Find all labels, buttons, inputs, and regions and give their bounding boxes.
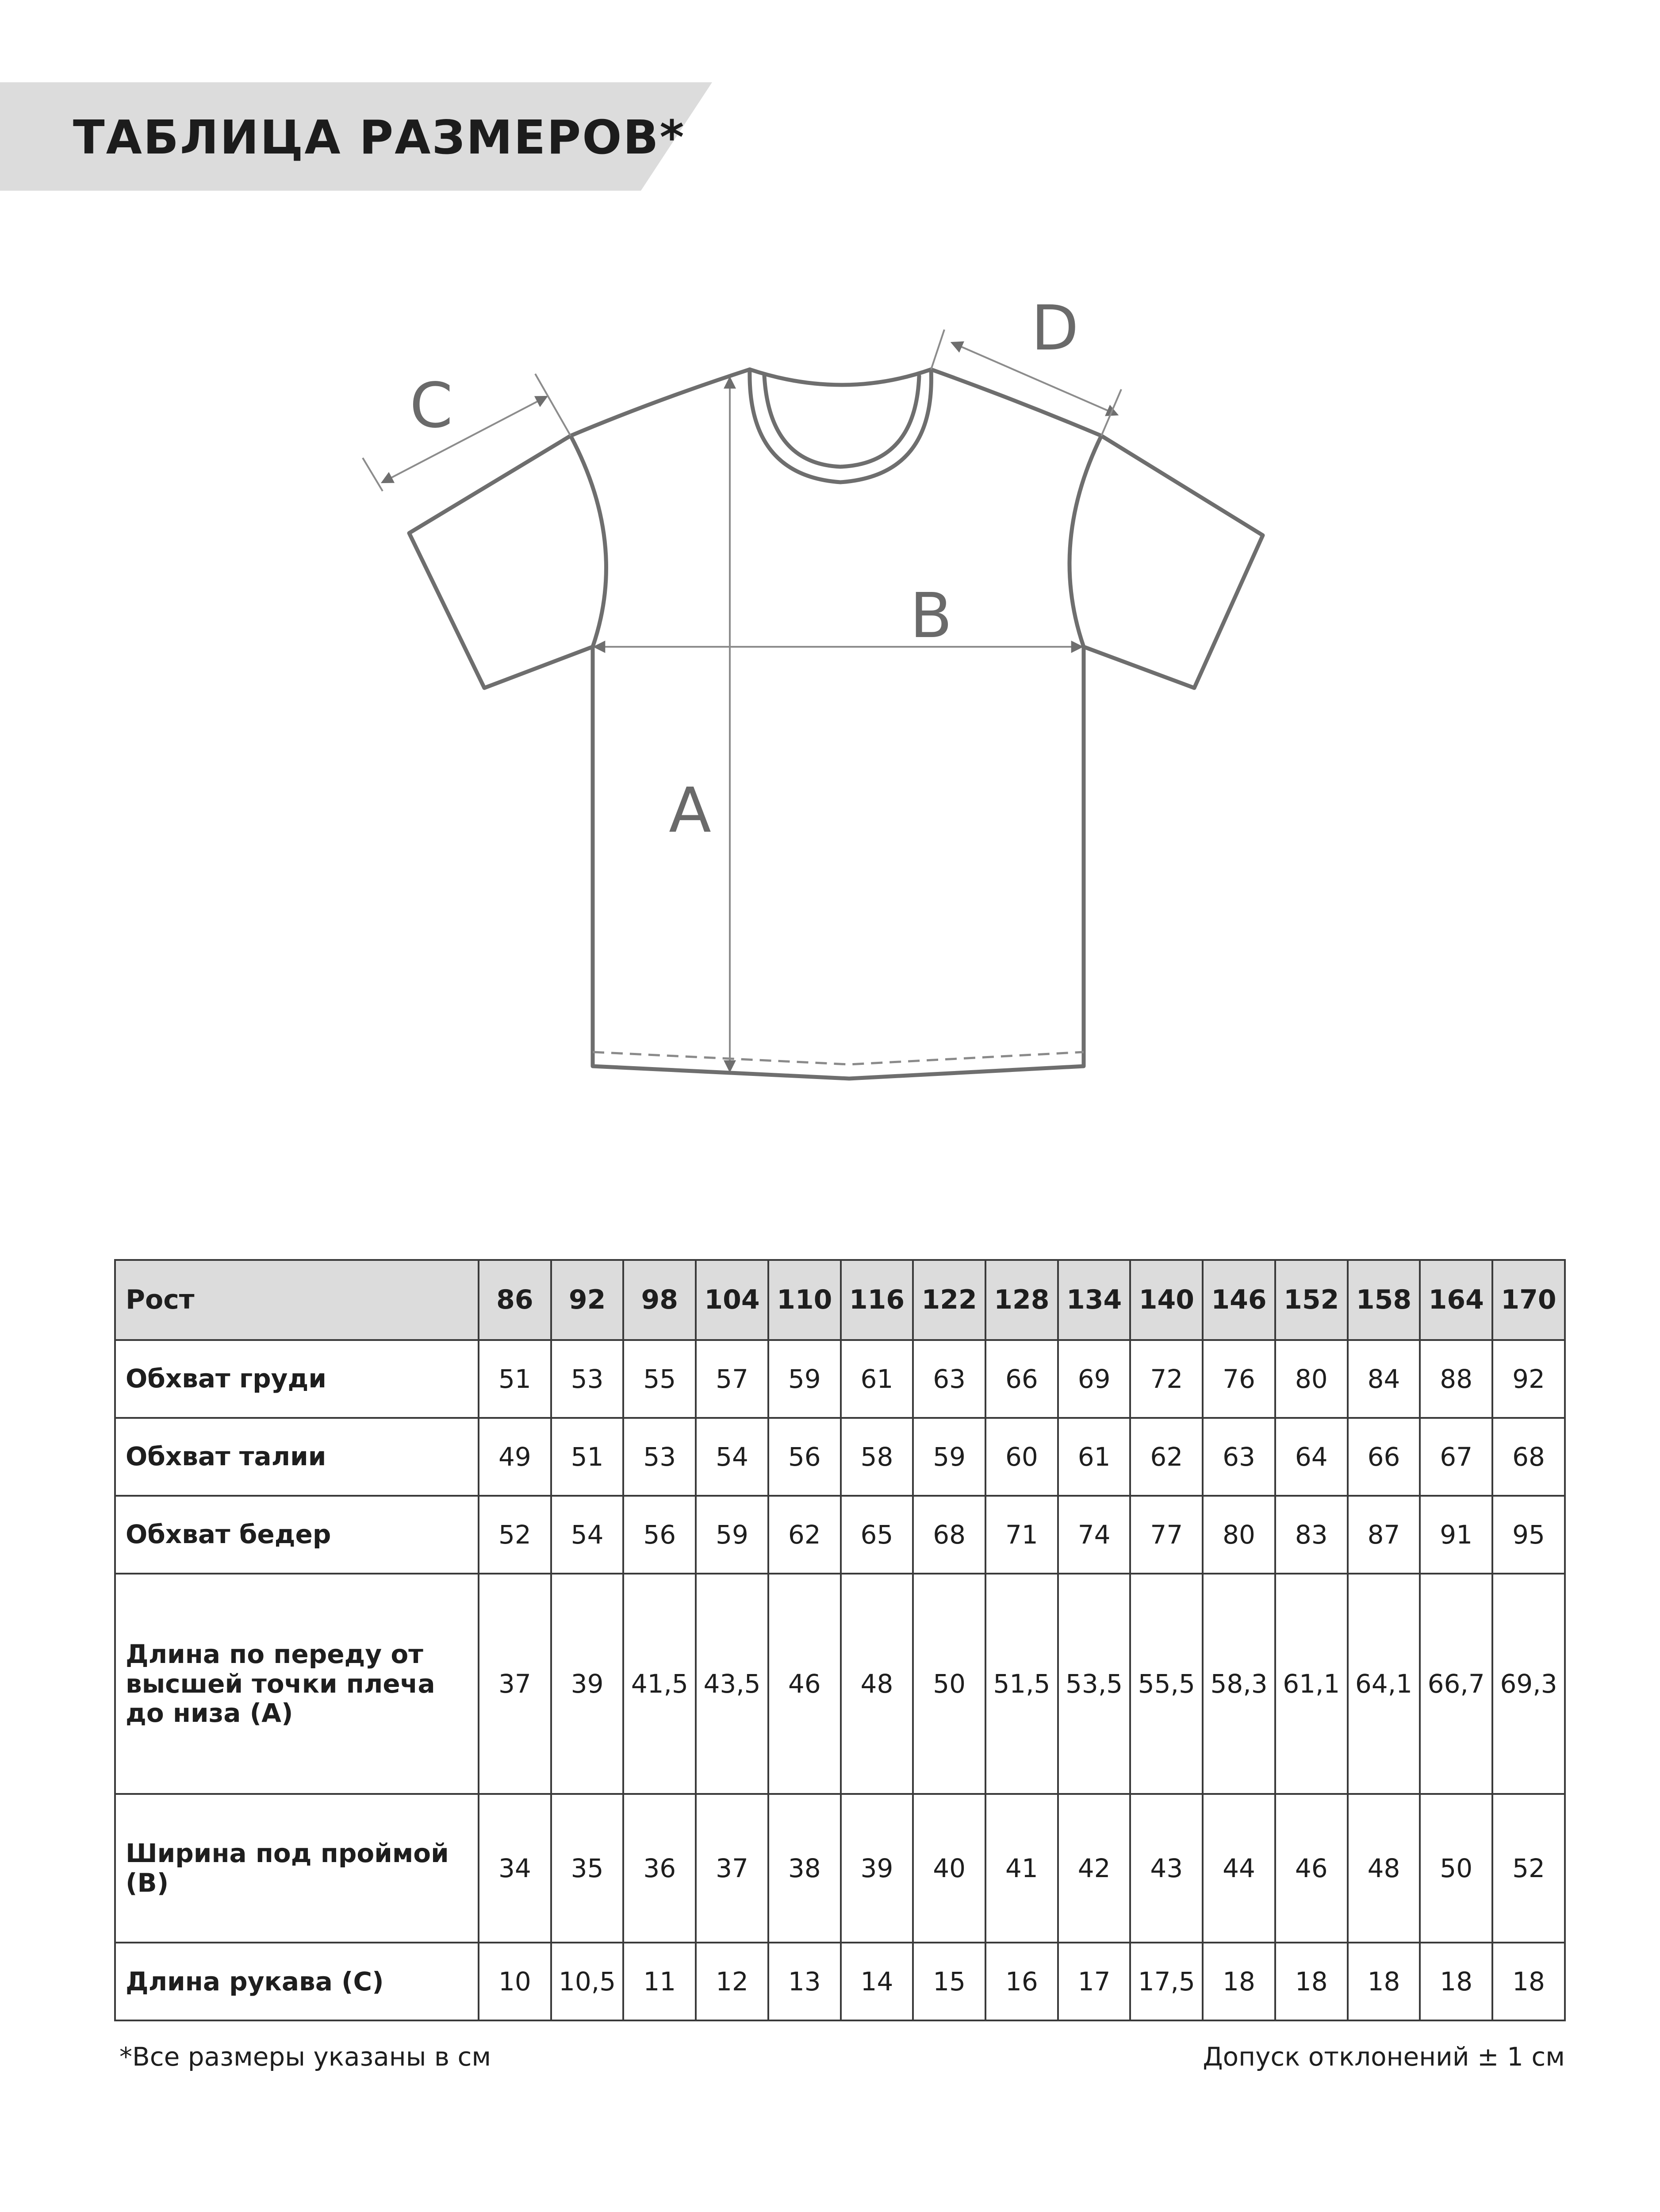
table-cell: 59: [768, 1340, 841, 1418]
table-cell: 59: [913, 1418, 985, 1496]
table-cell: 59: [696, 1496, 768, 1574]
table-cell: 37: [696, 1794, 768, 1943]
size-header-cell: 110: [768, 1260, 841, 1340]
table-row: [115, 1496, 1565, 1574]
table-cell: 71: [985, 1496, 1058, 1574]
table-cell: 13: [768, 1943, 841, 2020]
table-cell: 51: [551, 1418, 624, 1496]
size-header-cell: 140: [1130, 1260, 1203, 1340]
table-cell: 51,5: [985, 1574, 1058, 1794]
size-header-cell: 98: [623, 1260, 696, 1340]
table-cell: 16: [985, 1943, 1058, 2020]
table-cell: 57: [696, 1340, 768, 1418]
table-cell: 66,7: [1420, 1574, 1492, 1794]
table-cell: 56: [768, 1418, 841, 1496]
table-cell: 69,3: [1492, 1574, 1565, 1794]
size-header-cell: 152: [1275, 1260, 1348, 1340]
table-cell: 18: [1492, 1943, 1565, 2020]
table-cell: 49: [479, 1418, 551, 1496]
table-cell: 83: [1275, 1496, 1348, 1574]
size-header-cell: 122: [913, 1260, 985, 1340]
table-cell: 62: [1130, 1418, 1203, 1496]
table-cell: 55: [623, 1340, 696, 1418]
size-header-cell: 86: [479, 1260, 551, 1340]
row-label: Обхват груди: [115, 1340, 479, 1418]
table-cell: 67: [1420, 1418, 1492, 1496]
table-cell: 38: [768, 1794, 841, 1943]
table-row: [115, 1943, 1565, 2020]
table-cell: 60: [985, 1418, 1058, 1496]
table-row: [115, 1340, 1565, 1418]
row-label: Обхват бедер: [115, 1496, 479, 1574]
table-cell: 17: [1058, 1943, 1131, 2020]
table-cell: 58: [841, 1418, 913, 1496]
table-cell: 80: [1203, 1496, 1275, 1574]
table-cell: 61: [841, 1340, 913, 1418]
table-cell: 18: [1420, 1943, 1492, 2020]
table-cell: 62: [768, 1496, 841, 1574]
page-title: ТАБЛИЦА РАЗМЕРОВ*: [73, 111, 686, 165]
measure-c-line: [383, 397, 546, 482]
table-cell: 65: [841, 1496, 913, 1574]
table-cell: 42: [1058, 1794, 1131, 1943]
size-header-cell: 128: [985, 1260, 1058, 1340]
table-cell: 40: [913, 1794, 985, 1943]
size-header-cell: 164: [1420, 1260, 1492, 1340]
size-header-cell: 104: [696, 1260, 768, 1340]
table-cell: 74: [1058, 1496, 1131, 1574]
table-cell: 88: [1420, 1340, 1492, 1418]
table-cell: 43: [1130, 1794, 1203, 1943]
table-cell: 14: [841, 1943, 913, 2020]
measure-a-label: A: [669, 775, 711, 847]
table-row: [115, 1574, 1565, 1794]
size-header-cell: 158: [1348, 1260, 1420, 1340]
size-header-cell: 134: [1058, 1260, 1131, 1340]
table-cell: 46: [1275, 1794, 1348, 1943]
size-table: [114, 1259, 1566, 2021]
table-cell: 52: [1492, 1794, 1565, 1943]
table-cell: 61,1: [1275, 1574, 1348, 1794]
table-cell: 64: [1275, 1418, 1348, 1496]
table-cell: 50: [913, 1574, 985, 1794]
table-cell: 51: [479, 1340, 551, 1418]
size-header-cell: 116: [841, 1260, 913, 1340]
size-header-cell: 146: [1203, 1260, 1275, 1340]
table-cell: 39: [841, 1794, 913, 1943]
table-cell: 91: [1420, 1496, 1492, 1574]
table-cell: 43,5: [696, 1574, 768, 1794]
table-cell: 35: [551, 1794, 624, 1943]
table-cell: 64,1: [1348, 1574, 1420, 1794]
table-cell: 46: [768, 1574, 841, 1794]
table-row: [115, 1418, 1565, 1496]
table-cell: 41,5: [623, 1574, 696, 1794]
table-cell: 77: [1130, 1496, 1203, 1574]
table-cell: 53: [551, 1340, 624, 1418]
table-cell: 54: [551, 1496, 624, 1574]
table-cell: 12: [696, 1943, 768, 2020]
table-cell: 80: [1275, 1340, 1348, 1418]
table-cell: 48: [1348, 1794, 1420, 1943]
table-cell: 61: [1058, 1418, 1131, 1496]
table-cell: 34: [479, 1794, 551, 1943]
height-header-label: Рост: [115, 1260, 479, 1340]
table-cell: 10,5: [551, 1943, 624, 2020]
table-cell: 66: [985, 1340, 1058, 1418]
table-cell: 56: [623, 1496, 696, 1574]
table-cell: 18: [1275, 1943, 1348, 2020]
table-cell: 48: [841, 1574, 913, 1794]
row-label: Длина рукава (C): [115, 1943, 479, 2020]
table-cell: 18: [1348, 1943, 1420, 2020]
table-cell: 55,5: [1130, 1574, 1203, 1794]
table-cell: 39: [551, 1574, 624, 1794]
table-cell: 18: [1203, 1943, 1275, 2020]
table-cell: 95: [1492, 1496, 1565, 1574]
size-header-cell: 92: [551, 1260, 624, 1340]
table-cell: 44: [1203, 1794, 1275, 1943]
footer-note: *Все размеры указаны в см: [119, 2042, 491, 2072]
measure-d-label: D: [1031, 292, 1079, 365]
row-label: Длина по переду от высшей точки плеча до низа (A): [115, 1574, 479, 1794]
table-cell: 66: [1348, 1418, 1420, 1496]
row-label: Обхват талии: [115, 1418, 479, 1496]
table-header-row: [115, 1260, 1565, 1340]
table-cell: 68: [1492, 1418, 1565, 1496]
tshirt-outline: [409, 369, 1263, 1079]
table-cell: 63: [1203, 1418, 1275, 1496]
tshirt-diagram: [0, 265, 1660, 1128]
measure-b-label: B: [909, 580, 953, 652]
size-header-cell: 170: [1492, 1260, 1565, 1340]
table-cell: 84: [1348, 1340, 1420, 1418]
table-cell: 52: [479, 1496, 551, 1574]
table-cell: 10: [479, 1943, 551, 2020]
table-cell: 53,5: [1058, 1574, 1131, 1794]
table-cell: 76: [1203, 1340, 1275, 1418]
table-cell: 17,5: [1130, 1943, 1203, 2020]
table-cell: 41: [985, 1794, 1058, 1943]
table-cell: 69: [1058, 1340, 1131, 1418]
table-cell: 54: [696, 1418, 768, 1496]
row-label: Ширина под проймой (B): [115, 1794, 479, 1943]
measure-c-label: C: [410, 370, 453, 442]
table-cell: 63: [913, 1340, 985, 1418]
table-row: [115, 1794, 1565, 1943]
table-cell: 87: [1348, 1496, 1420, 1574]
hem-stitch: [593, 1052, 1084, 1064]
table-cell: 68: [913, 1496, 985, 1574]
footer-tolerance: Допуск отклонений ± 1 см: [1203, 2042, 1565, 2072]
table-cell: 53: [623, 1418, 696, 1496]
table-cell: 50: [1420, 1794, 1492, 1943]
table-cell: 92: [1492, 1340, 1565, 1418]
table-cell: 11: [623, 1943, 696, 2020]
table-cell: 58,3: [1203, 1574, 1275, 1794]
table-cell: 72: [1130, 1340, 1203, 1418]
table-cell: 15: [913, 1943, 985, 2020]
table-cell: 36: [623, 1794, 696, 1943]
table-cell: 37: [479, 1574, 551, 1794]
